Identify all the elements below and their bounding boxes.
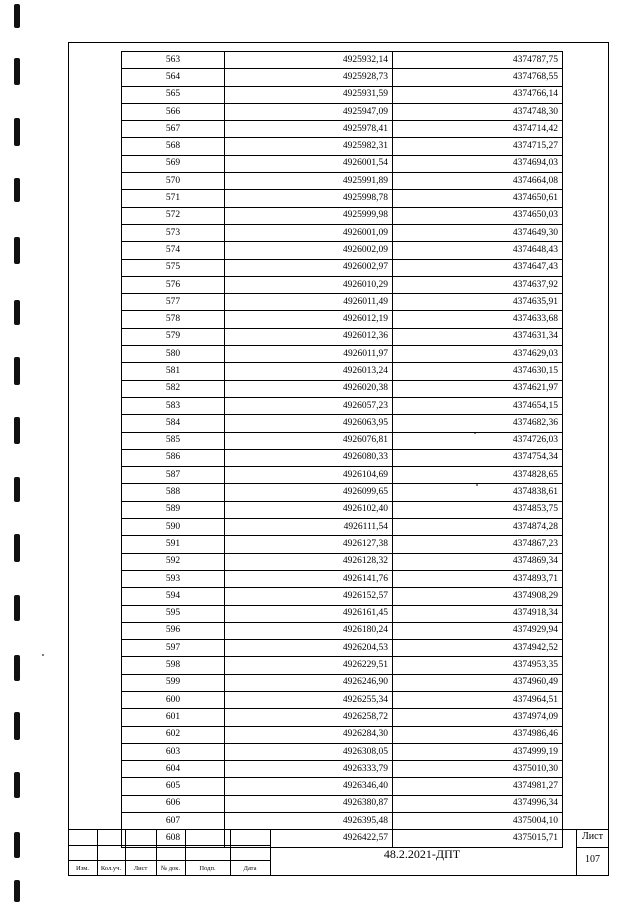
y-coordinate: 4374650,03 xyxy=(393,207,563,224)
table-row xyxy=(122,553,563,570)
y-coordinate: 4374647,43 xyxy=(393,259,563,276)
point-number: 585 xyxy=(122,432,225,449)
point-number: 566 xyxy=(122,103,225,120)
table-row xyxy=(122,605,563,622)
point-number: 575 xyxy=(122,259,225,276)
x-coordinate: 4925982,31 xyxy=(225,138,393,155)
point-number: 596 xyxy=(122,622,225,639)
table-row xyxy=(122,588,563,605)
x-coordinate: 4925931,59 xyxy=(225,86,393,103)
point-number: 568 xyxy=(122,138,225,155)
table-row xyxy=(122,69,563,86)
table-row xyxy=(122,432,563,449)
x-coordinate: 4926010,29 xyxy=(225,276,393,293)
table-row xyxy=(122,121,563,138)
x-coordinate: 4926011,49 xyxy=(225,294,393,311)
x-coordinate: 4926380,87 xyxy=(225,795,393,812)
x-coordinate: 4926057,23 xyxy=(225,397,393,414)
x-coordinate: 4926161,45 xyxy=(225,605,393,622)
x-coordinate: 4926180,24 xyxy=(225,622,393,639)
y-coordinate: 4374999,19 xyxy=(393,743,563,760)
x-coordinate: 4926422,57 xyxy=(225,830,393,847)
table-row xyxy=(122,467,563,484)
y-coordinate: 4374874,28 xyxy=(393,519,563,536)
y-coordinate: 4374960,49 xyxy=(393,674,563,691)
table-row xyxy=(122,743,563,760)
y-coordinate: 4374631,34 xyxy=(393,328,563,345)
x-coordinate: 4926099,65 xyxy=(225,484,393,501)
coordinates-table-body xyxy=(122,52,563,848)
point-number: 578 xyxy=(122,311,225,328)
x-coordinate: 4925978,41 xyxy=(225,121,393,138)
table-row xyxy=(122,813,563,830)
table-row xyxy=(122,640,563,657)
x-coordinate: 4926002,09 xyxy=(225,242,393,259)
x-coordinate: 4925928,73 xyxy=(225,69,393,86)
binder-hole xyxy=(14,58,20,85)
y-coordinate: 4374714,42 xyxy=(393,121,563,138)
x-coordinate: 4926284,30 xyxy=(225,726,393,743)
y-coordinate: 4374853,75 xyxy=(393,501,563,518)
binder-hole xyxy=(14,655,20,681)
table-row xyxy=(122,190,563,207)
point-number: 577 xyxy=(122,294,225,311)
sheet-label: Лист xyxy=(582,831,603,842)
point-number: 583 xyxy=(122,397,225,414)
table-row xyxy=(122,657,563,674)
point-number: 567 xyxy=(122,121,225,138)
binder-hole xyxy=(14,477,20,502)
x-coordinate: 4925999,98 xyxy=(225,207,393,224)
point-number: 572 xyxy=(122,207,225,224)
stamp-rule xyxy=(68,829,609,830)
x-coordinate: 4926141,76 xyxy=(225,570,393,587)
y-coordinate: 4374630,15 xyxy=(393,363,563,380)
table-row xyxy=(122,449,563,466)
binder-hole xyxy=(14,712,20,740)
point-number: 602 xyxy=(122,726,225,743)
point-number: 608 xyxy=(122,830,225,847)
x-coordinate: 4925947,09 xyxy=(225,103,393,120)
table-row xyxy=(122,86,563,103)
binder-hole xyxy=(14,595,20,621)
y-coordinate: 4375004,10 xyxy=(393,813,563,830)
table-row xyxy=(122,103,563,120)
x-coordinate: 4926128,32 xyxy=(225,553,393,570)
x-coordinate: 4926002,97 xyxy=(225,259,393,276)
x-coordinate: 4926102,40 xyxy=(225,501,393,518)
y-coordinate: 4374964,51 xyxy=(393,691,563,708)
binder-hole xyxy=(14,772,20,798)
coordinates-table xyxy=(121,51,563,848)
binder-hole xyxy=(14,832,20,858)
binder-hole xyxy=(14,417,20,444)
y-coordinate: 4374649,30 xyxy=(393,224,563,241)
x-coordinate: 4926258,72 xyxy=(225,709,393,726)
x-coordinate: 4926204,53 xyxy=(225,640,393,657)
y-coordinate: 4374838,61 xyxy=(393,484,563,501)
stamp-col-list: Лист xyxy=(133,865,148,872)
table-row xyxy=(122,415,563,432)
point-number: 600 xyxy=(122,691,225,708)
point-number: 599 xyxy=(122,674,225,691)
table-row xyxy=(122,207,563,224)
point-number: 580 xyxy=(122,346,225,363)
table-row xyxy=(122,674,563,691)
point-number: 570 xyxy=(122,173,225,190)
table-row xyxy=(122,173,563,190)
y-coordinate: 4374664,08 xyxy=(393,173,563,190)
binder-hole xyxy=(14,237,20,264)
point-number: 569 xyxy=(122,155,225,172)
point-number: 607 xyxy=(122,813,225,830)
table-row xyxy=(122,761,563,778)
y-coordinate: 4374633,68 xyxy=(393,311,563,328)
x-coordinate: 4926104,69 xyxy=(225,467,393,484)
point-number: 603 xyxy=(122,743,225,760)
y-coordinate: 4374787,75 xyxy=(393,52,563,69)
y-coordinate: 4374694,03 xyxy=(393,155,563,172)
y-coordinate: 4374650,61 xyxy=(393,190,563,207)
point-number: 587 xyxy=(122,467,225,484)
y-coordinate: 4374974,09 xyxy=(393,709,563,726)
x-coordinate: 4925991,89 xyxy=(225,173,393,190)
point-number: 588 xyxy=(122,484,225,501)
x-coordinate: 4926020,38 xyxy=(225,380,393,397)
x-coordinate: 4926127,38 xyxy=(225,536,393,553)
x-coordinate: 4926013,24 xyxy=(225,363,393,380)
y-coordinate: 4374754,34 xyxy=(393,449,563,466)
stamp-col-izm: Изм. xyxy=(76,865,89,872)
y-coordinate: 4374621,97 xyxy=(393,380,563,397)
binder-hole xyxy=(14,300,20,325)
x-coordinate: 4926011,97 xyxy=(225,346,393,363)
stamp-rule xyxy=(68,845,270,846)
y-coordinate: 4374828,65 xyxy=(393,467,563,484)
point-number: 601 xyxy=(122,709,225,726)
y-coordinate: 4374918,34 xyxy=(393,605,563,622)
table-row xyxy=(122,276,563,293)
table-row xyxy=(122,570,563,587)
point-number: 563 xyxy=(122,52,225,69)
table-row xyxy=(122,778,563,795)
y-coordinate: 4374629,03 xyxy=(393,346,563,363)
stamp-col-kol: Кол.уч. xyxy=(100,865,122,872)
y-coordinate: 4374986,46 xyxy=(393,726,563,743)
point-number: 565 xyxy=(122,86,225,103)
y-coordinate: 4374981,27 xyxy=(393,778,563,795)
binder-hole xyxy=(14,4,20,28)
point-number: 571 xyxy=(122,190,225,207)
y-coordinate: 4374635,91 xyxy=(393,294,563,311)
x-coordinate: 4926001,09 xyxy=(225,224,393,241)
table-row xyxy=(122,380,563,397)
table-row xyxy=(122,536,563,553)
point-number: 581 xyxy=(122,363,225,380)
table-row xyxy=(122,691,563,708)
x-coordinate: 4926395,48 xyxy=(225,813,393,830)
y-coordinate: 4374867,23 xyxy=(393,536,563,553)
point-number: 595 xyxy=(122,605,225,622)
y-coordinate: 4374682,36 xyxy=(393,415,563,432)
table-row xyxy=(122,294,563,311)
table-row xyxy=(122,397,563,414)
point-number: 574 xyxy=(122,242,225,259)
binder-hole xyxy=(14,357,20,385)
x-coordinate: 4926012,19 xyxy=(225,311,393,328)
table-row xyxy=(122,242,563,259)
point-number: 579 xyxy=(122,328,225,345)
y-coordinate: 4374893,71 xyxy=(393,570,563,587)
table-row xyxy=(122,346,563,363)
binder-hole xyxy=(14,534,20,562)
point-number: 589 xyxy=(122,501,225,518)
point-number: 576 xyxy=(122,276,225,293)
point-number: 591 xyxy=(122,536,225,553)
stamp-col-ndok: № док. xyxy=(160,865,181,872)
y-coordinate: 4375015,71 xyxy=(393,830,563,847)
table-row xyxy=(122,52,563,69)
x-coordinate: 4926111,54 xyxy=(225,519,393,536)
stamp-rule xyxy=(576,847,609,848)
point-number: 605 xyxy=(122,778,225,795)
x-coordinate: 4926308,05 xyxy=(225,743,393,760)
table-row xyxy=(122,709,563,726)
point-number: 598 xyxy=(122,657,225,674)
stamp-rule xyxy=(68,860,270,861)
y-coordinate: 4374715,27 xyxy=(393,138,563,155)
x-coordinate: 4926246,90 xyxy=(225,674,393,691)
y-coordinate: 4374942,52 xyxy=(393,640,563,657)
stamp-col-podp: Подп. xyxy=(199,865,216,872)
x-coordinate: 4926255,34 xyxy=(225,691,393,708)
table-row xyxy=(122,155,563,172)
x-coordinate: 4926063,95 xyxy=(225,415,393,432)
point-number: 606 xyxy=(122,795,225,812)
x-coordinate: 4926080,33 xyxy=(225,449,393,466)
sheet-number: 107 xyxy=(585,854,600,865)
y-coordinate: 4374768,55 xyxy=(393,69,563,86)
binder-hole xyxy=(14,880,20,902)
point-number: 586 xyxy=(122,449,225,466)
scan-speck xyxy=(42,654,44,656)
x-coordinate: 4926152,57 xyxy=(225,588,393,605)
y-coordinate: 4374766,14 xyxy=(393,86,563,103)
y-coordinate: 4374748,30 xyxy=(393,103,563,120)
point-number: 593 xyxy=(122,570,225,587)
table-row xyxy=(122,224,563,241)
table-row xyxy=(122,795,563,812)
x-coordinate: 4925932,14 xyxy=(225,52,393,69)
point-number: 573 xyxy=(122,224,225,241)
table-row xyxy=(122,138,563,155)
y-coordinate: 4374953,35 xyxy=(393,657,563,674)
binder-hole xyxy=(14,178,20,202)
table-row xyxy=(122,519,563,536)
title-block xyxy=(68,829,609,876)
table-row xyxy=(122,501,563,518)
table-row xyxy=(122,363,563,380)
x-coordinate: 4926333,79 xyxy=(225,761,393,778)
x-coordinate: 4926001,54 xyxy=(225,155,393,172)
table-row xyxy=(122,484,563,501)
binder-hole xyxy=(14,118,20,146)
y-coordinate: 4374726,03 xyxy=(393,432,563,449)
y-coordinate: 4374869,34 xyxy=(393,553,563,570)
x-coordinate: 4925998,78 xyxy=(225,190,393,207)
point-number: 597 xyxy=(122,640,225,657)
point-number: 564 xyxy=(122,69,225,86)
y-coordinate: 4374637,92 xyxy=(393,276,563,293)
table-row xyxy=(122,259,563,276)
stamp-col-data: Дата xyxy=(243,865,257,872)
x-coordinate: 4926346,40 xyxy=(225,778,393,795)
table-row xyxy=(122,328,563,345)
x-coordinate: 4926012,36 xyxy=(225,328,393,345)
point-number: 604 xyxy=(122,761,225,778)
point-number: 582 xyxy=(122,380,225,397)
y-coordinate: 4374654,15 xyxy=(393,397,563,414)
y-coordinate: 4374929,94 xyxy=(393,622,563,639)
x-coordinate: 4926076,81 xyxy=(225,432,393,449)
x-coordinate: 4926229,51 xyxy=(225,657,393,674)
point-number: 592 xyxy=(122,553,225,570)
y-coordinate: 4374648,43 xyxy=(393,242,563,259)
table-row xyxy=(122,726,563,743)
point-number: 584 xyxy=(122,415,225,432)
y-coordinate: 4374908,29 xyxy=(393,588,563,605)
document-code: 48.2.2021-ДПТ xyxy=(383,847,461,861)
point-number: 590 xyxy=(122,519,225,536)
table-row xyxy=(122,311,563,328)
y-coordinate: 4374996,34 xyxy=(393,795,563,812)
y-coordinate: 4375010,30 xyxy=(393,761,563,778)
table-row xyxy=(122,622,563,639)
point-number: 594 xyxy=(122,588,225,605)
